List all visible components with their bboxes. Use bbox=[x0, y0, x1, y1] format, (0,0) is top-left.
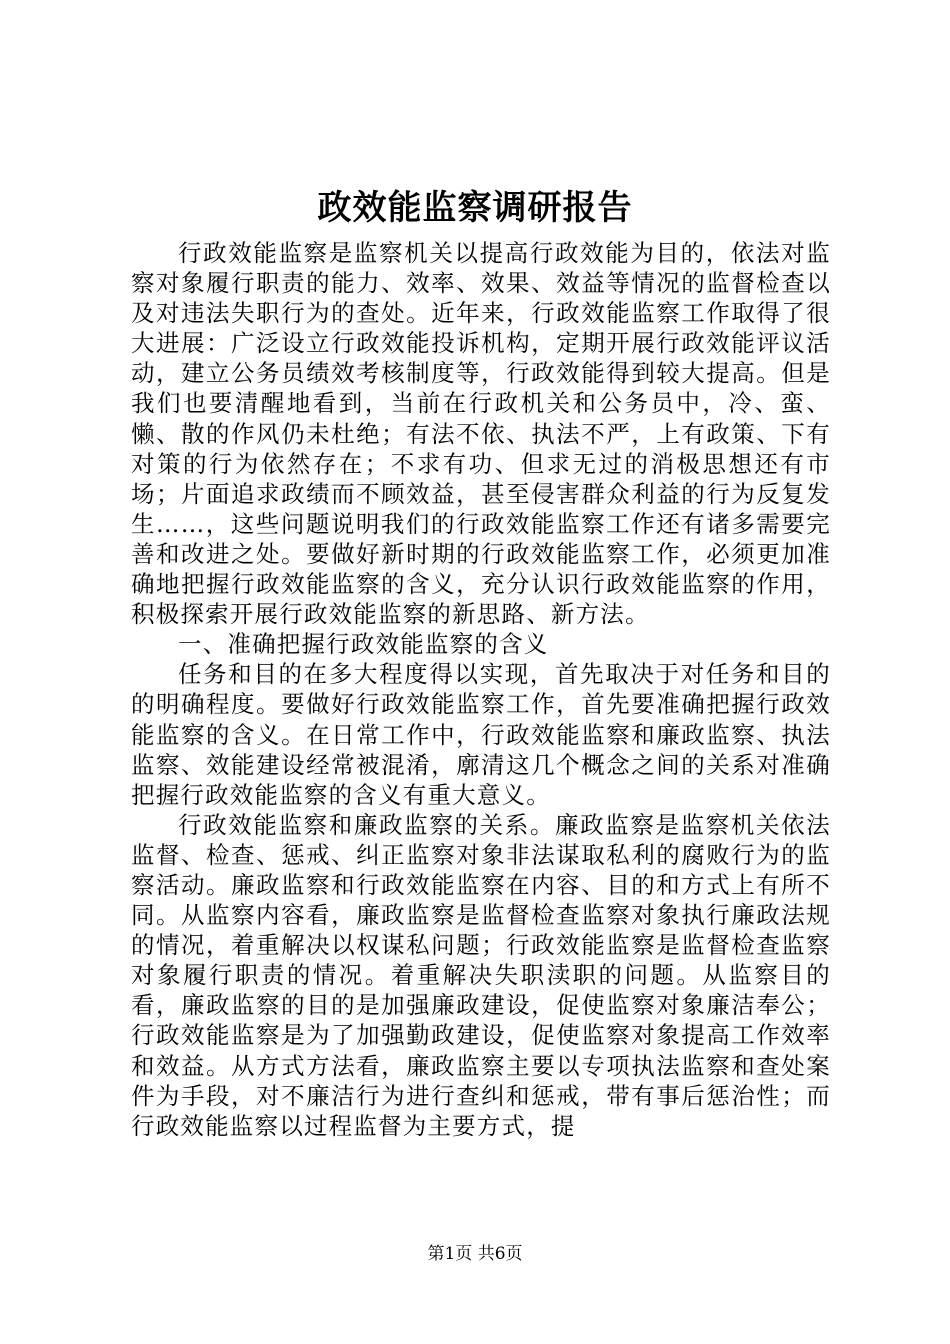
section-1-paragraph-1: 任务和目的在多大程度得以实现，首先取决于对任务和目的的明确程度。要做好行政效能监察工作，首先要准确把握行政效能监察的含义。在日常工作中，行政效能监察和廉政监察、执法监察、效能建设经常被混淆，廓清这几个概念之间的关系对准确把握行政效能监察的含义有重大意义。 bbox=[131, 660, 831, 809]
page-number-footer: 第1页 共6页 bbox=[427, 1244, 523, 1264]
document-title: 政效能监察调研报告 bbox=[317, 188, 633, 228]
intro-paragraph: 行政效能监察是监察机关以提高行政效能为目的，依法对监察对象履行职责的能力、效率、效果、效益等情况的监督检查以及对违法失职行为的查处。近年来，行政效能监察工作取得了很大进展：广泛设立行政效能投诉机构，定期开展行政效能评议活动，建立公务员绩效考核制度等，行政效能得到较大提高。但是我们也要清醒地看到，当前在行政机关和公务员中，冷、蛮、懒、散的作风仍未杜绝；有法不依、执法不严，上有政策、下有对策的行为依然存在；不求有功、但求无过的消极思想还有市场；片面追求政绩而不顾效益，甚至侵害群众利益的行为反复发生……，这些问题说明我们的行政效能监察工作还有诸多需要完善和改进之处。要做好新时期的行政效能监察工作，必须更加准确地把握行政效能监察的含义，充分认识行政效能监察的作用，积极探索开展行政效能监察的新思路、新方法。 bbox=[131, 239, 831, 629]
section-heading-1: 一、准确把握行政效能监察的含义 bbox=[178, 630, 549, 659]
document-body bbox=[131, 238, 831, 1141]
section-1-paragraph-2: 行政效能监察和廉政监察的关系。廉政监察是监察机关依法监督、检查、惩戒、纠正监察对象非法谋取私利的腐败行为的监察活动。廉政监察和行政效能监察在内容、目的和方式上有所不同。从监察内容看，廉政监察是监督检查监察对象执行廉政法规的情况，着重解决以权谋私问题；行政效能监察是监督检查监察对象履行职责的情况。着重解决失职渎职的问题。从监察目的看，廉政监察的目的是加强廉政建设，促使监察对象廉洁奉公；行政效能监察是为了加强勤政建设，促使监察对象提高工作效率和效益。从方式方法看，廉政监察主要以专项执法监察和查处案件为手段，对不廉洁行为进行查纠和惩戒，带有事后惩治性；而行政效能监察以过程监督为主要方式，提 bbox=[131, 810, 831, 1140]
